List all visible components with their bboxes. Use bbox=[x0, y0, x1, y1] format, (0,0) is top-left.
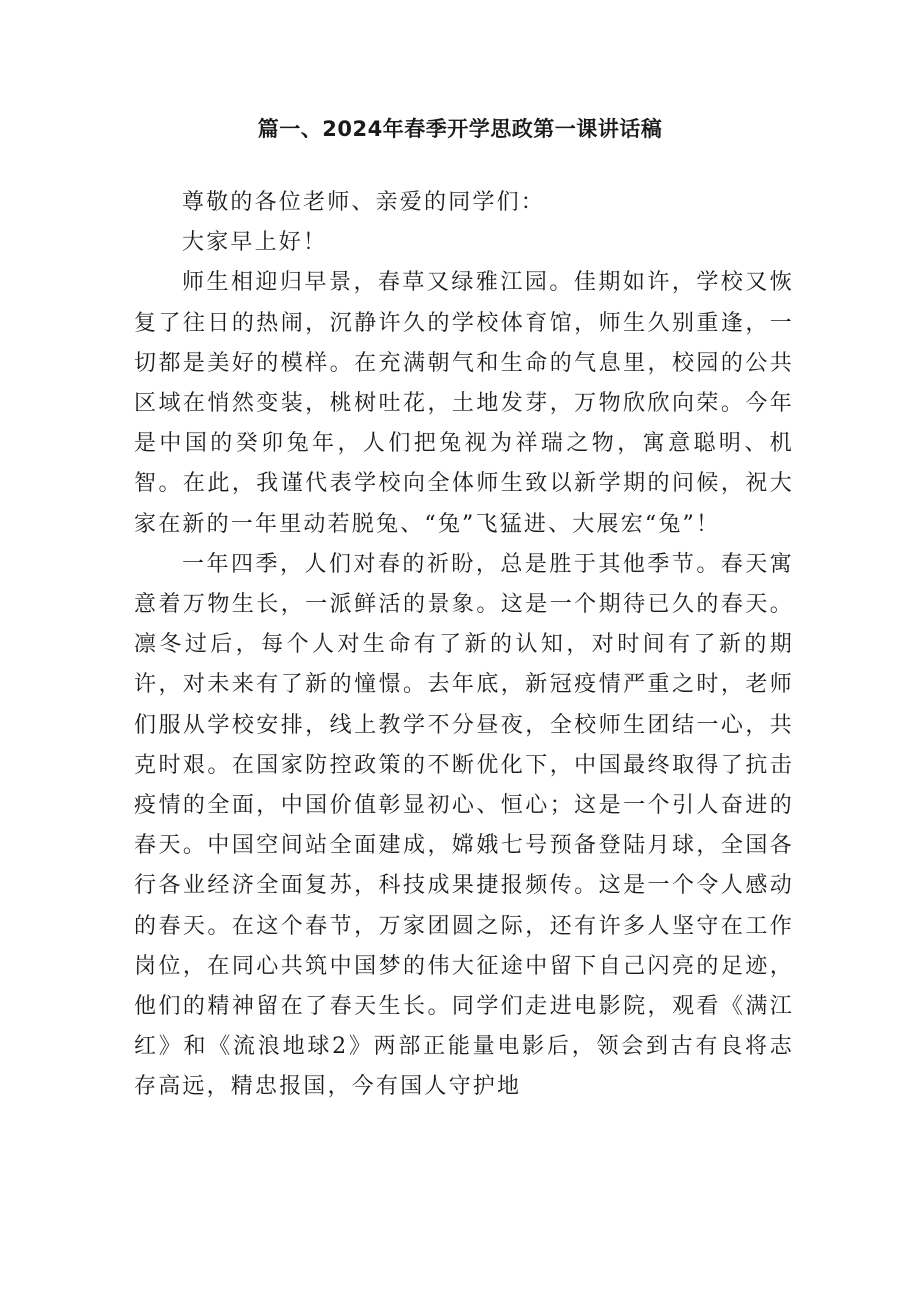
paragraph-spring-campus: 师生相迎归早景，春草又绿雅江园。佳期如许，学校又恢复了往日的热闹，沉静许久的学校体育馆，师生久别重逢，一切都是美好的模样。在充满朝气和生命的气息里，校园的公共区域在悄然变装，桃树吐花，土地发芽，万物欣欣向荣。今年是中国的癸卯兔年，人们把兔视为祥瑞之物，寓意聪明、机智。在此，我谨代表学校向全体师生致以新学期的问候，祝大家在新的一年里动若脱兔、“兔”飞猛进、大展宏“兔”！ bbox=[134, 270, 794, 537]
document-title: 篇一、2024年春季开学思政第一课讲话稿 bbox=[257, 117, 663, 141]
paragraph-greeting: 大家早上好！ bbox=[182, 230, 328, 256]
paragraph-salutation: 尊敬的各位老师、亲爱的同学们： bbox=[182, 190, 546, 215]
paragraph-four-seasons: 一年四季，人们对春的祈盼，总是胜于其他季节。春天寓意着万物生长，一派鲜活的景象。这是一个期待已久的春天。凛冬过后，每个人对生命有了新的认知，对时间有了新的期许，对未来有了新的憧憬。去年底，新冠疫情严重之时，老师们服从学校安排，线上教学不分昼夜，全校师生团结一心，共克时艰。在国家防控政策的不断优化下，中国最终取得了抗击疫情的全面，中国价值彰显初心、恒心；这是一个引人奋进的春天。中国空间站全面建成，嫦娥七号预备登陆月球，全国各行各业经济全面复苏，科技成果捷报频传。这是一个令人感动的春天。在这个春节，万家团圆之际，还有许多人坚守在工作岗位，在同心共筑中国梦的伟大征途中留下自己闪亮的足迹，他们的精神留在了春天生长。同学们走进电影院，观看《满江红》和《流浪地球2》两部正能量电影后，领会到古有良将志存高远，精忠报国，今有国人守护地 bbox=[134, 551, 794, 1100]
document-body bbox=[134, 183, 794, 1108]
